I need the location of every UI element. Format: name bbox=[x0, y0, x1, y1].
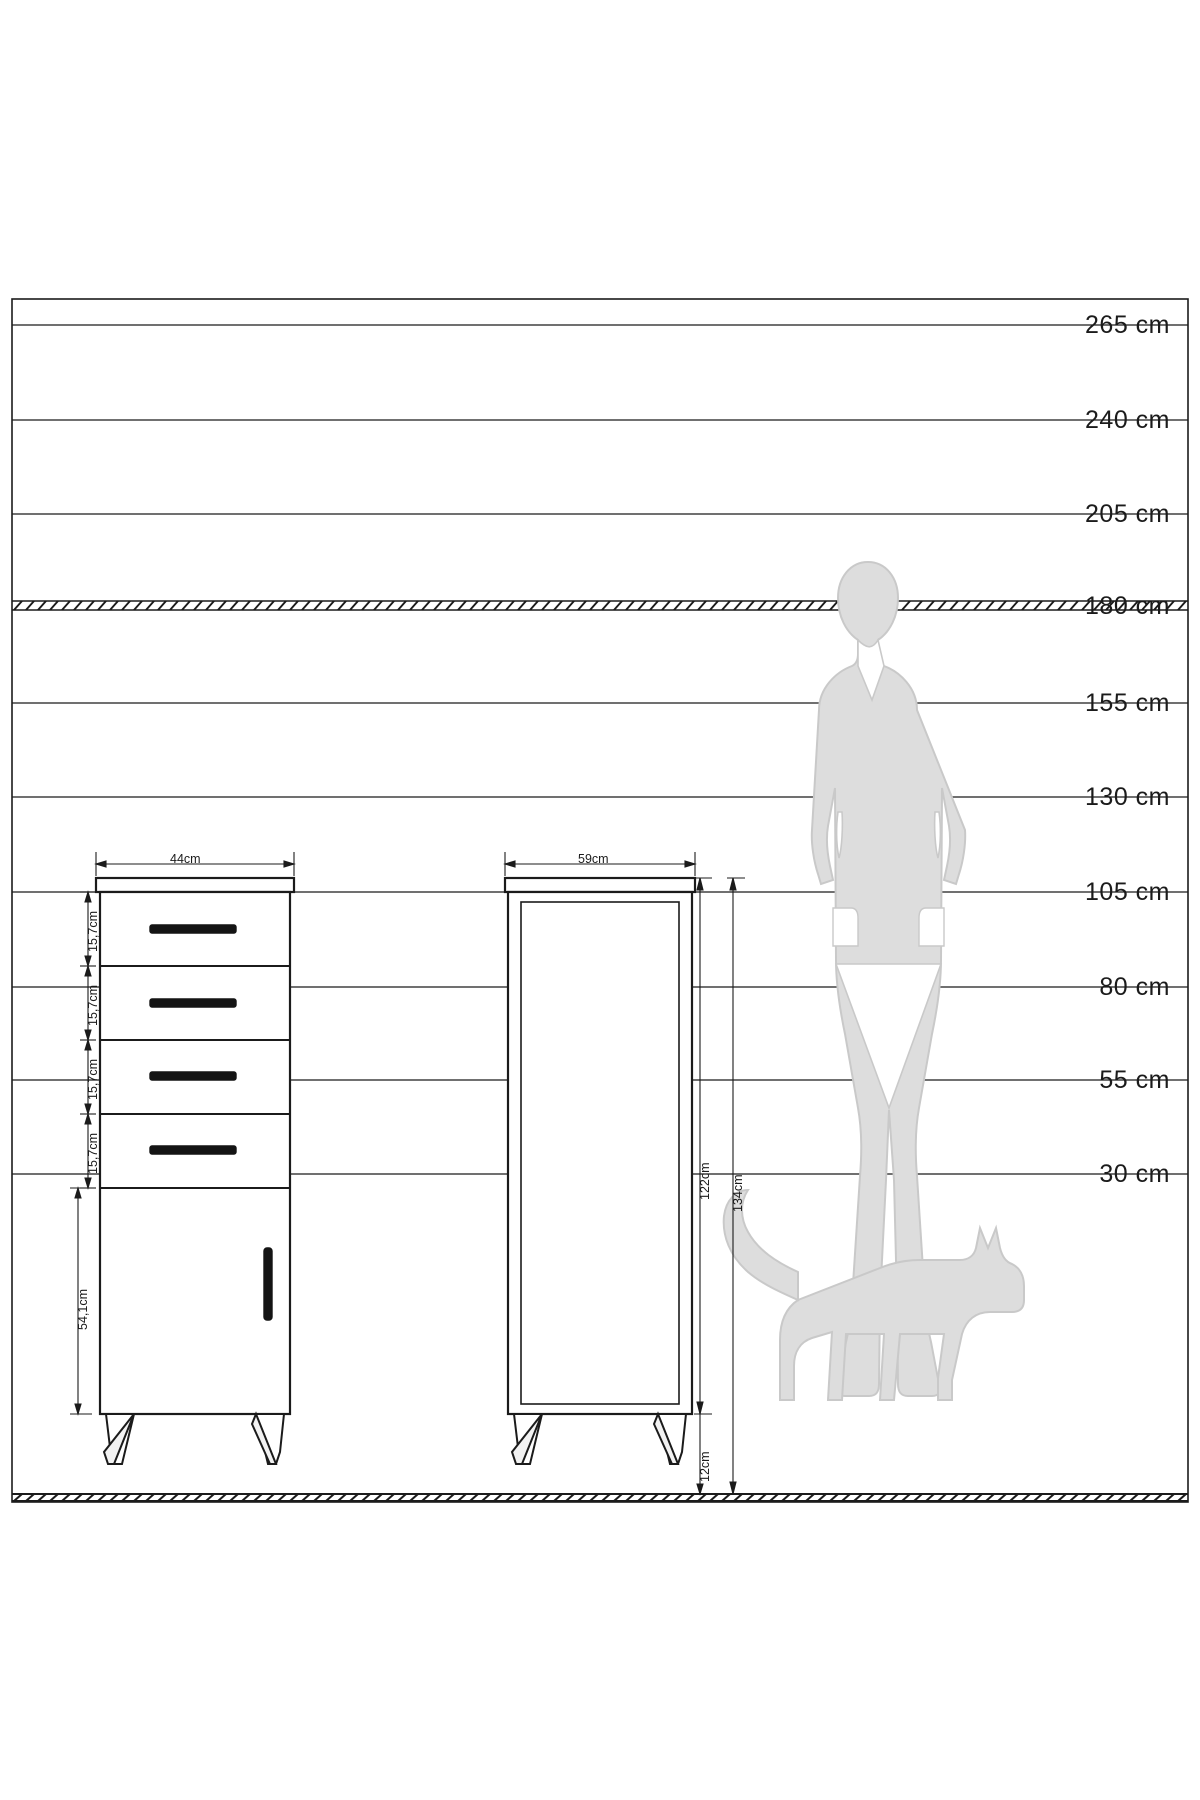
scale-label-80: 80 cm bbox=[1099, 973, 1170, 1001]
cabinet-right-legs bbox=[512, 1414, 686, 1464]
dim-label-leg-12: 12cm bbox=[698, 1451, 712, 1482]
dim-label-width-59: 59cm bbox=[578, 852, 609, 866]
ground-hatch-band bbox=[12, 1494, 1188, 1501]
scale-label-180: 180 cm bbox=[1085, 592, 1170, 620]
dim-label-height-122: 122cm bbox=[698, 1162, 712, 1200]
dim-label-height-134: 134cm bbox=[731, 1174, 745, 1212]
dim-label-drawer-1: 15,7cm bbox=[86, 911, 100, 952]
scale-label-105: 105 cm bbox=[1085, 878, 1170, 906]
scale-label-265: 265 cm bbox=[1085, 311, 1170, 339]
scale-line-180-hatched bbox=[12, 601, 1188, 610]
cabinet-left-legs bbox=[104, 1414, 284, 1464]
scale-label-205: 205 cm bbox=[1085, 500, 1170, 528]
drawer-cabinet bbox=[96, 878, 294, 1464]
tall-cabinet bbox=[505, 878, 695, 1464]
tall-cabinet-door bbox=[521, 902, 679, 1404]
scale-label-30: 30 cm bbox=[1099, 1160, 1170, 1188]
scale-label-240: 240 cm bbox=[1085, 406, 1170, 434]
dim-label-width-44: 44cm bbox=[170, 852, 201, 866]
dim-label-drawer-3: 15,7cm bbox=[86, 1059, 100, 1100]
scale-label-155: 155 cm bbox=[1085, 689, 1170, 717]
scale-label-55: 55 cm bbox=[1099, 1066, 1170, 1094]
dim-label-drawer-4: 15,7cm bbox=[86, 1133, 100, 1174]
dim-height-122 bbox=[694, 878, 712, 1414]
dim-label-door-height: 54,1cm bbox=[76, 1289, 90, 1330]
door-handle bbox=[264, 1248, 272, 1320]
dim-label-drawer-2: 15,7cm bbox=[86, 985, 100, 1026]
scale-label-130: 130 cm bbox=[1085, 783, 1170, 811]
